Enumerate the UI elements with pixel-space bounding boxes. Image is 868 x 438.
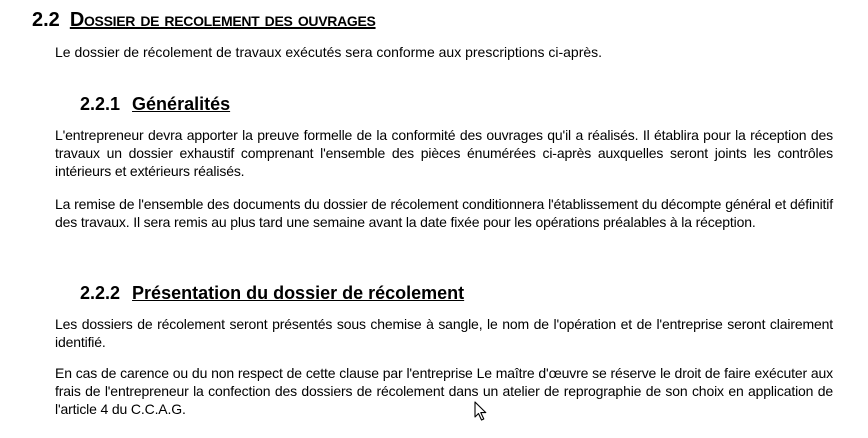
subsection-number: 2.2.2 [80, 283, 121, 303]
mouse-pointer-icon [474, 401, 488, 421]
paragraph: La remise de l'ensemble des documents du dossier de récolement conditionnera l'établissement du décompte général et définitif des travaux. Il sera remis au plus tard une semaine avant la date fixée pour les opérations préalables à la réception. [55, 196, 833, 230]
subsection-heading-presentation [80, 282, 464, 304]
subsection-number: 2.2.1 [80, 94, 121, 114]
section-heading [32, 8, 376, 32]
section-title: Dossier de recolement des ouvrages [69, 9, 376, 31]
section-intro: Le dossier de récolement de travaux exécutés sera conforme aux prescriptions ci-après. [55, 44, 603, 60]
paragraph: En cas de carence ou du non respect de cette clause par l'entreprise Le maître d'œuvre se réserve le droit de faire exécuter aux frais de l'entrepreneur la confection des dossiers de récolement dans un atelier de reprographie de son choix en application de l'article 4 du C.C.A.G. [55, 365, 833, 417]
paragraph: Les dossiers de récolement seront présentés sous chemise à sangle, le nom de l'opération et de l'entreprise seront clairement identifié. [55, 316, 833, 350]
subsection-title: Généralités [132, 94, 231, 114]
subsection-title: Présentation du dossier de récolement [132, 283, 465, 303]
section-number: 2.2 [32, 9, 60, 31]
subsection-heading-generalites [80, 93, 230, 115]
paragraph: L'entrepreneur devra apporter la preuve formelle de la conformité des ouvrages qu'il a réalisés. Il établira pour la réception des travaux un dossier exhaustif comprenant l'ensemble des pièces énumérées ci-après auxquelles seront joints les contrôles intérieurs et extérieurs réalisés. [55, 127, 833, 179]
